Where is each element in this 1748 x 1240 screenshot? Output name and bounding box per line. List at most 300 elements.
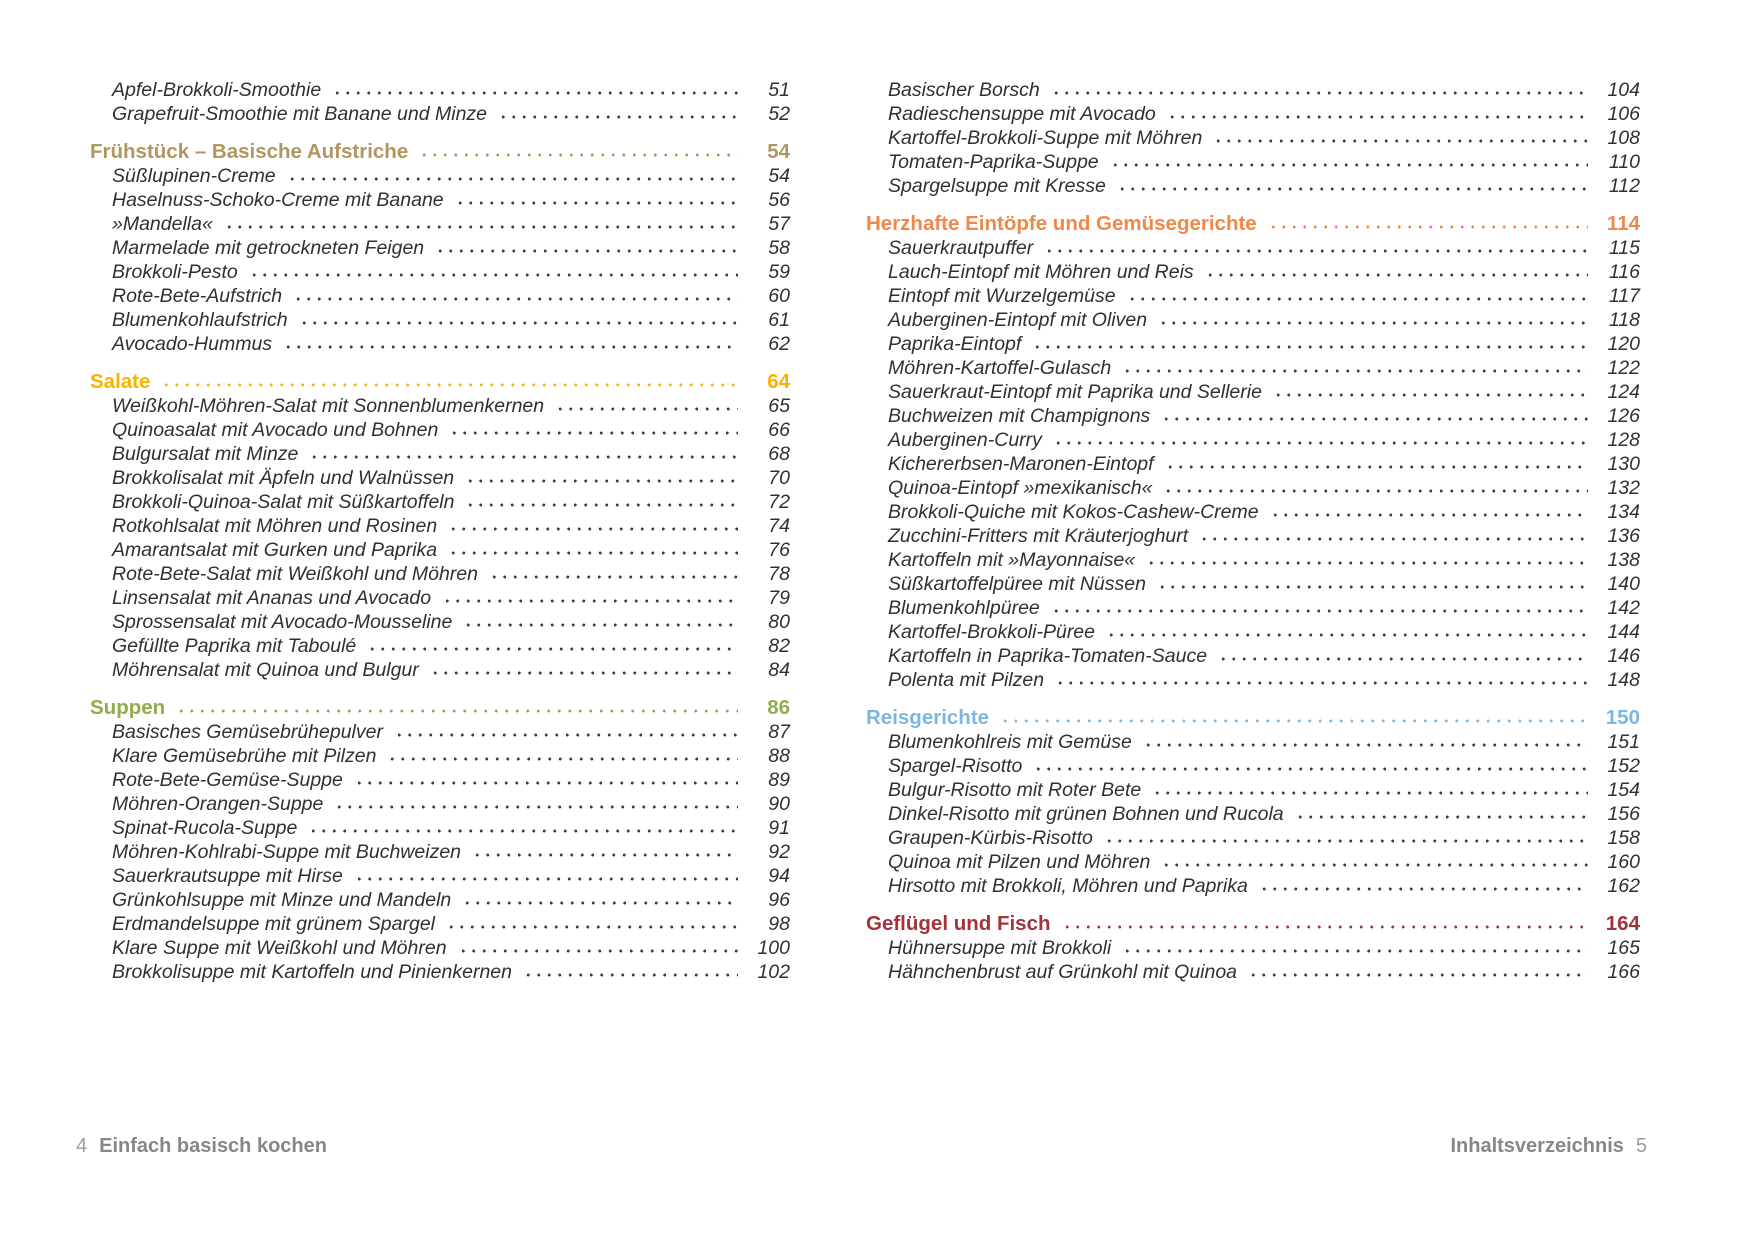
entry-page-number: 106	[1607, 103, 1640, 125]
entry-title: Süßlupinen-Creme	[112, 165, 276, 187]
toc-entry	[866, 356, 1640, 380]
section-page-number: 114	[1606, 212, 1640, 235]
toc-entry	[866, 476, 1640, 500]
entry-page-number: 134	[1607, 501, 1640, 523]
toc-entry	[866, 936, 1640, 960]
toc-entry	[866, 260, 1640, 284]
entry-page-number: 59	[768, 261, 790, 283]
page-number-right: 5	[1635, 1135, 1647, 1157]
entry-title: Polenta mit Pilzen	[888, 669, 1045, 691]
toc-entry	[90, 394, 790, 418]
entry-title: Möhren-Kohlrabi-Suppe mit Buchweizen	[112, 841, 462, 863]
entry-title: Rote-Bete-Aufstrich	[112, 285, 283, 307]
entry-title: Quinoa-Eintopf »mexikanisch«	[888, 477, 1153, 499]
dot-leader	[417, 143, 738, 158]
entry-page-number: 52	[768, 103, 790, 125]
entry-page-number: 72	[768, 491, 790, 513]
entry-title: Quinoasalat mit Avocado und Bohnen	[112, 419, 439, 441]
entry-title: Möhrensalat mit Quinoa und Bulgur	[112, 659, 419, 681]
entry-title: Kartoffel-Brokkoli-Püree	[888, 621, 1095, 643]
toc-section	[90, 370, 790, 682]
dot-leader	[1120, 359, 1588, 374]
entry-title: Brokkoli-Quiche mit Kokos-Cashew-Creme	[888, 501, 1259, 523]
entry-page-number: 88	[768, 745, 790, 767]
entry-page-number: 82	[768, 635, 790, 657]
entry-page-number: 165	[1607, 937, 1640, 959]
toc-section	[90, 140, 790, 356]
entry-title: Buchweizen mit Champignons	[888, 405, 1151, 427]
entry-title: Hühnersuppe mit Brokkoli	[888, 937, 1112, 959]
toc-entry	[90, 538, 790, 562]
toc-entry	[866, 150, 1640, 174]
page-footer-left	[76, 1133, 327, 1159]
dot-leader	[1141, 733, 1588, 748]
entry-title: Möhren-Kartoffel-Gulasch	[888, 357, 1112, 379]
entry-title: Zucchini-Fritters mit Kräuterjoghurt	[888, 525, 1189, 547]
entry-page-number: 89	[768, 769, 790, 791]
toc-entry	[90, 562, 790, 586]
entry-title: Süßkartoffelpüree mit Nüssen	[888, 573, 1146, 595]
toc-entry	[866, 428, 1640, 452]
toc-entry	[90, 212, 790, 236]
entry-title: Avocado-Hummus	[112, 333, 273, 355]
dot-leader	[1159, 407, 1588, 422]
toc-entry	[90, 658, 790, 682]
entry-title: Erdmandelsuppe mit grünem Spargel	[112, 913, 436, 935]
entry-title: Kichererbsen-Maronen-Eintopf	[888, 453, 1154, 475]
toc-section	[866, 912, 1640, 984]
entry-page-number: 57	[768, 213, 790, 235]
dot-leader	[1211, 129, 1588, 144]
toc-entry	[866, 308, 1640, 332]
dot-leader	[392, 723, 738, 738]
dot-leader	[281, 335, 738, 350]
section-page-number: 54	[767, 140, 790, 163]
entry-title: Sauerkraut-Eintopf mit Paprika und Sellerie	[888, 381, 1262, 403]
entry-page-number: 110	[1608, 151, 1640, 173]
entry-title: Blumenkohlpüree	[888, 597, 1040, 619]
dot-leader	[553, 397, 738, 412]
entry-page-number: 130	[1607, 453, 1640, 475]
toc-entry	[866, 174, 1640, 198]
toc-entry	[90, 912, 790, 936]
dot-leader	[460, 891, 738, 906]
entry-title: Tomaten-Paprika-Suppe	[888, 151, 1099, 173]
entry-page-number: 117	[1608, 285, 1640, 307]
toc-entry	[866, 524, 1640, 548]
section-title: Frühstück – Basische Aufstriche	[90, 140, 409, 163]
entry-page-number: 152	[1607, 755, 1640, 777]
entry-title: Grünkohlsuppe mit Minze und Mandeln	[112, 889, 452, 911]
dot-leader	[1163, 455, 1588, 470]
toc-entry	[866, 78, 1640, 102]
toc-entry	[866, 452, 1640, 476]
entry-title: Brokkolisalat mit Äpfeln und Walnüssen	[112, 467, 455, 489]
entry-title: Basisches Gemüsebrühepulver	[112, 721, 383, 743]
toc-entry	[866, 668, 1640, 692]
dot-leader	[1049, 599, 1588, 614]
entry-title: Radieschensuppe mit Avocado	[888, 103, 1156, 125]
entry-page-number: 91	[768, 817, 790, 839]
entry-title: Auberginen-Curry	[888, 429, 1042, 451]
toc-entry	[90, 442, 790, 466]
entry-title: Basischer Borsch	[888, 79, 1040, 101]
entry-title: Möhren-Orangen-Suppe	[112, 793, 324, 815]
toc-section	[866, 78, 1640, 198]
entry-title: Brokkoli-Quinoa-Salat mit Süßkartoffeln	[112, 491, 455, 513]
entry-title: Quinoa mit Pilzen und Möhren	[888, 851, 1151, 873]
toc-section	[866, 212, 1640, 692]
entry-title: Paprika-Eintopf	[888, 333, 1022, 355]
toc-entry	[90, 514, 790, 538]
entry-title: Spinat-Rucola-Suppe	[112, 817, 298, 839]
entry-title: Klare Suppe mit Weißkohl und Möhren	[112, 937, 447, 959]
toc-entry	[866, 644, 1640, 668]
entry-page-number: 102	[757, 961, 790, 983]
entry-title: Klare Gemüsebrühe mit Pilzen	[112, 745, 377, 767]
section-page-number: 64	[767, 370, 790, 393]
toc-entry	[866, 332, 1640, 356]
dot-leader	[1246, 963, 1588, 978]
entry-title: Auberginen-Eintopf mit Oliven	[888, 309, 1148, 331]
entry-title: Weißkohl-Möhren-Salat mit Sonnenblumenkernen	[112, 395, 545, 417]
dot-leader	[365, 637, 738, 652]
dot-leader	[446, 517, 738, 532]
dot-leader	[385, 747, 738, 762]
entry-title: Dinkel-Risotto mit grünen Bohnen und Rucola	[888, 803, 1284, 825]
entry-page-number: 128	[1607, 429, 1640, 451]
entry-page-number: 120	[1607, 333, 1640, 355]
entry-page-number: 74	[768, 515, 790, 537]
dot-leader	[998, 709, 1588, 724]
entry-page-number: 151	[1607, 731, 1640, 753]
dot-leader	[433, 239, 738, 254]
chapter-title: Inhaltsverzeichnis	[1450, 1135, 1624, 1157]
entry-title: Blumenkohlaufstrich	[112, 309, 288, 331]
entry-page-number: 132	[1607, 477, 1640, 499]
dot-leader	[463, 469, 738, 484]
dot-leader	[444, 915, 738, 930]
entry-page-number: 70	[768, 467, 790, 489]
entry-title: Grapefruit-Smoothie mit Banane und Minze	[112, 103, 488, 125]
toc-entry	[90, 284, 790, 308]
toc-section-heading	[866, 912, 1640, 936]
section-page-number: 150	[1605, 706, 1640, 729]
entry-page-number: 104	[1607, 79, 1640, 101]
dot-leader	[247, 263, 738, 278]
entry-title: Amarantsalat mit Gurken und Paprika	[112, 539, 438, 561]
dot-leader	[1257, 877, 1588, 892]
entry-page-number: 68	[768, 443, 790, 465]
entry-page-number: 56	[768, 189, 790, 211]
toc-entry	[90, 236, 790, 260]
entry-title: Brokkoli-Pesto	[112, 261, 238, 283]
dot-leader	[307, 445, 738, 460]
entry-title: Kartoffeln mit »Mayonnaise«	[888, 549, 1136, 571]
dot-leader	[1268, 503, 1588, 518]
entry-title: Lauch-Eintopf mit Möhren und Reis	[888, 261, 1194, 283]
dot-leader	[1120, 939, 1588, 954]
toc-entry	[90, 586, 790, 610]
dot-leader	[1165, 105, 1588, 120]
toc-entry	[866, 500, 1640, 524]
entry-page-number: 92	[768, 841, 790, 863]
entry-page-number: 66	[768, 419, 790, 441]
dot-leader	[1125, 287, 1588, 302]
toc-entry	[90, 490, 790, 514]
entry-page-number: 108	[1607, 127, 1640, 149]
dot-leader	[1216, 647, 1588, 662]
section-page-number: 164	[1605, 912, 1640, 935]
entry-title: Blumenkohlreis mit Gemüse	[888, 731, 1132, 753]
toc-entry	[90, 332, 790, 356]
dot-leader	[330, 81, 738, 96]
entry-title: Rotkohlsalat mit Möhren und Rosinen	[112, 515, 438, 537]
entry-title: Sprossensalat mit Avocado-Mousseline	[112, 611, 453, 633]
entry-page-number: 162	[1607, 875, 1640, 897]
section-title: Reisgerichte	[866, 706, 990, 729]
entry-page-number: 115	[1608, 237, 1640, 259]
toc-entry	[90, 308, 790, 332]
entry-page-number: 112	[1608, 175, 1640, 197]
entry-page-number: 90	[768, 793, 790, 815]
entry-page-number: 51	[768, 79, 790, 101]
dot-leader	[428, 661, 738, 676]
entry-page-number: 140	[1607, 573, 1640, 595]
entry-page-number: 158	[1607, 827, 1640, 849]
dot-leader	[1266, 215, 1588, 230]
toc-entry	[90, 840, 790, 864]
toc-entry	[866, 754, 1640, 778]
dot-leader	[1060, 915, 1588, 930]
toc-entry	[866, 404, 1640, 428]
toc-entry	[866, 620, 1640, 644]
toc-section	[866, 706, 1640, 898]
entry-title: Hirsotto mit Brokkoli, Möhren und Paprika	[888, 875, 1248, 897]
toc-section-heading	[866, 212, 1640, 236]
entry-page-number: 144	[1607, 621, 1640, 643]
entry-page-number: 98	[768, 913, 790, 935]
dot-leader	[1108, 153, 1588, 168]
toc-entry	[90, 960, 790, 984]
dot-leader	[1115, 177, 1588, 192]
entry-page-number: 79	[768, 587, 790, 609]
dot-leader	[1197, 527, 1588, 542]
entry-page-number: 84	[768, 659, 790, 681]
section-title: Salate	[90, 370, 151, 393]
toc-entry	[90, 936, 790, 960]
dot-leader	[496, 105, 738, 120]
entry-page-number: 78	[768, 563, 790, 585]
dot-leader	[453, 191, 738, 206]
toc-entry	[90, 78, 790, 102]
toc-section-heading	[90, 140, 790, 164]
toc-entry	[90, 768, 790, 792]
entry-page-number: 60	[768, 285, 790, 307]
toc-entry	[90, 164, 790, 188]
toc-entry	[90, 466, 790, 490]
page-number-left: 4	[76, 1135, 88, 1157]
toc-entry	[866, 548, 1640, 572]
toc-entry	[866, 236, 1640, 260]
dot-leader	[352, 867, 738, 882]
dot-leader	[1053, 671, 1588, 686]
entry-page-number: 54	[768, 165, 790, 187]
dot-leader	[159, 373, 738, 388]
toc-entry	[866, 380, 1640, 404]
entry-title: Gefüllte Paprika mit Taboulé	[112, 635, 357, 657]
entry-title: »Mandella«	[112, 213, 213, 235]
entry-title: Rote-Bete-Salat mit Weißkohl und Möhren	[112, 563, 478, 585]
dot-leader	[521, 963, 738, 978]
entry-page-number: 116	[1608, 261, 1640, 283]
entry-title: Eintopf mit Wurzelgemüse	[888, 285, 1116, 307]
toc-entry	[90, 720, 790, 744]
toc-column-right	[866, 78, 1640, 984]
toc-entry	[866, 802, 1640, 826]
toc-entry	[866, 730, 1640, 754]
dot-leader	[487, 565, 738, 580]
entry-title: Marmelade mit getrockneten Feigen	[112, 237, 425, 259]
entry-page-number: 76	[768, 539, 790, 561]
dot-leader	[1049, 81, 1588, 96]
entry-title: Graupen-Kürbis-Risotto	[888, 827, 1093, 849]
entry-page-number: 138	[1607, 549, 1640, 571]
entry-title: Spargel-Risotto	[888, 755, 1023, 777]
dot-leader	[332, 795, 738, 810]
toc-entry	[90, 418, 790, 442]
toc-entry	[866, 126, 1640, 150]
section-title: Geflügel und Fisch	[866, 912, 1051, 935]
dot-leader	[1102, 829, 1588, 844]
dot-leader	[461, 613, 738, 628]
dot-leader	[1155, 575, 1588, 590]
toc-entry	[866, 778, 1640, 802]
entry-page-number: 80	[768, 611, 790, 633]
dot-leader	[1203, 263, 1588, 278]
entry-page-number: 100	[757, 937, 790, 959]
page-footer-right	[1450, 1133, 1647, 1159]
toc-entry	[866, 874, 1640, 898]
entry-page-number: 126	[1607, 405, 1640, 427]
entry-title: Sauerkrautsuppe mit Hirse	[112, 865, 343, 887]
toc-entry	[90, 102, 790, 126]
toc-entry	[866, 960, 1640, 984]
entry-title: Kartoffeln in Paprika-Tomaten-Sauce	[888, 645, 1208, 667]
section-page-number: 86	[767, 696, 790, 719]
entry-title: Haselnuss-Schoko-Creme mit Banane	[112, 189, 444, 211]
dot-leader	[306, 819, 738, 834]
book-title: Einfach basisch kochen	[99, 1135, 327, 1157]
dot-leader	[1293, 805, 1588, 820]
entry-page-number: 148	[1607, 669, 1640, 691]
dot-leader	[1144, 551, 1588, 566]
entry-page-number: 166	[1607, 961, 1640, 983]
dot-leader	[1051, 431, 1588, 446]
entry-title: Brokkolisuppe mit Kartoffeln und Pinienkernen	[112, 961, 512, 983]
dot-leader	[285, 167, 738, 182]
entry-page-number: 62	[768, 333, 790, 355]
toc-entry	[90, 188, 790, 212]
toc-column-left	[90, 78, 790, 984]
dot-leader	[222, 215, 738, 230]
toc-entry	[866, 284, 1640, 308]
dot-leader	[440, 589, 738, 604]
toc-entry	[90, 864, 790, 888]
section-title: Suppen	[90, 696, 166, 719]
toc-entry	[866, 572, 1640, 596]
toc-section	[90, 78, 790, 126]
toc-entry	[90, 792, 790, 816]
entry-page-number: 160	[1607, 851, 1640, 873]
entry-page-number: 87	[768, 721, 790, 743]
toc-entry	[90, 888, 790, 912]
entry-title: Bulgursalat mit Minze	[112, 443, 299, 465]
entry-page-number: 94	[768, 865, 790, 887]
toc-entry	[866, 102, 1640, 126]
dot-leader	[463, 493, 738, 508]
entry-title: Hähnchenbrust auf Grünkohl mit Quinoa	[888, 961, 1238, 983]
dot-leader	[447, 421, 738, 436]
entry-title: Bulgur-Risotto mit Roter Bete	[888, 779, 1142, 801]
toc-entry	[90, 744, 790, 768]
toc-entry	[866, 850, 1640, 874]
entry-page-number: 124	[1607, 381, 1640, 403]
entry-page-number: 156	[1607, 803, 1640, 825]
toc-section-heading	[90, 370, 790, 394]
entry-title: Spargelsuppe mit Kresse	[888, 175, 1106, 197]
toc-entry	[90, 610, 790, 634]
entry-page-number: 146	[1607, 645, 1640, 667]
entry-page-number: 136	[1607, 525, 1640, 547]
toc-entry	[866, 826, 1640, 850]
section-title: Herzhafte Eintöpfe und Gemüsegerichte	[866, 212, 1257, 235]
dot-leader	[1161, 479, 1588, 494]
dot-leader	[470, 843, 738, 858]
toc-section	[90, 696, 790, 984]
dot-leader	[352, 771, 738, 786]
dot-leader	[446, 541, 738, 556]
entry-page-number: 58	[768, 237, 790, 259]
dot-leader	[1030, 335, 1588, 350]
dot-leader	[1159, 853, 1588, 868]
entry-page-number: 96	[768, 889, 790, 911]
dot-leader	[1156, 311, 1588, 326]
toc-section-heading	[90, 696, 790, 720]
entry-title: Linsensalat mit Ananas und Avocado	[112, 587, 432, 609]
entry-page-number: 154	[1607, 779, 1640, 801]
entry-page-number: 61	[768, 309, 790, 331]
entry-title: Apfel-Brokkoli-Smoothie	[112, 79, 322, 101]
dot-leader	[1150, 781, 1588, 796]
toc-entry	[90, 260, 790, 284]
dot-leader	[1271, 383, 1588, 398]
toc-entry	[90, 816, 790, 840]
entry-title: Rote-Bete-Gemüse-Suppe	[112, 769, 343, 791]
dot-leader	[1042, 239, 1588, 254]
entry-page-number: 142	[1607, 597, 1640, 619]
dot-leader	[456, 939, 738, 954]
dot-leader	[174, 699, 738, 714]
entry-page-number: 122	[1607, 357, 1640, 379]
dot-leader	[291, 287, 738, 302]
dot-leader	[1031, 757, 1588, 772]
toc-section-heading	[866, 706, 1640, 730]
entry-page-number: 65	[768, 395, 790, 417]
entry-page-number: 118	[1608, 309, 1640, 331]
entry-title: Kartoffel-Brokkoli-Suppe mit Möhren	[888, 127, 1203, 149]
dot-leader	[1104, 623, 1588, 638]
